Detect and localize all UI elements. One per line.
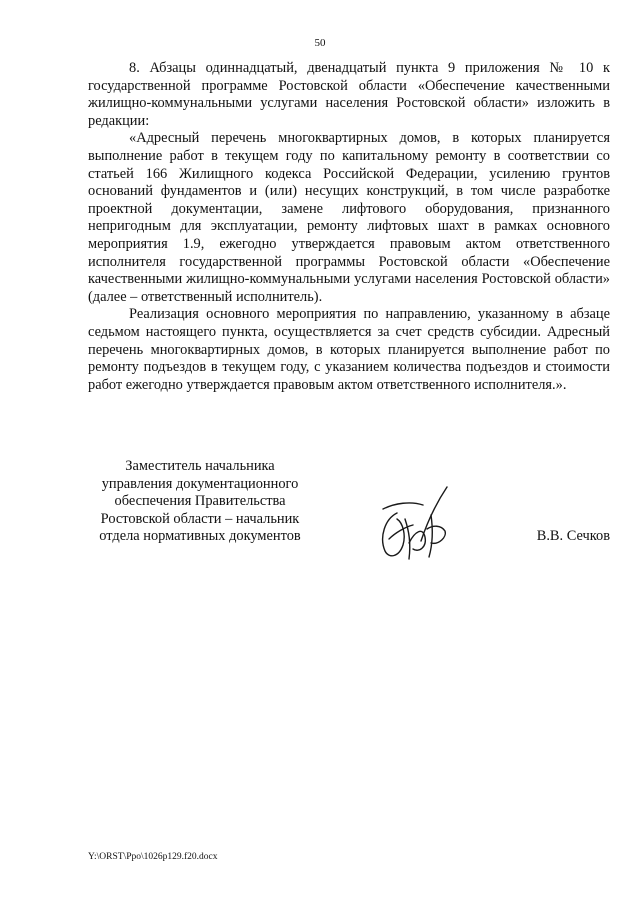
signer-name: В.В. Сечков bbox=[536, 528, 610, 544]
file-path-footer: Y:\ORST\Ppo\1026p129.f20.docx bbox=[88, 852, 218, 862]
page-number: 50 bbox=[314, 37, 326, 49]
paragraph-implementation: Реализация основного мероприятия по направлению, указанному в абзаце седьмом настоящего пункта, осуществляется за счет средств субсидии. Адресный перечень многоквартирных домов, в которых планируется выполнение работ по ремонту подъездов в текущем году, с указанием количества подъездов и стоимости работ ежегодно утверждается правовым актом ответственного исполнителя.». bbox=[88, 306, 610, 393]
signer-title-line: Ростовской области – начальник bbox=[100, 510, 300, 527]
signer-title-line: управления документационного bbox=[101, 475, 299, 492]
paragraph-address-list: «Адресный перечень многоквартирных домов, в которых планируется выполнение работ в текущем году по капитальному ремонту в соответствии со статьей 166 Жилищного кодекса Российской Федерации, усилению грунтов оснований фундаментов и (или) несущих конструкций, в том числе разработке проектной документации, замене лифтового оборудования, признанного непригодным для эксплуатации, ремонту лифтовых шахт в рамках основного мероприятия 1.9, ежегодно утверждается правовым актом ответственного исполнителя государственной программы Ростовской области «Обеспечение качественными жилищно-коммунальными услугами населения Ростовской области» (далее – ответственный исполнитель). bbox=[88, 130, 610, 305]
signature-block bbox=[88, 458, 610, 568]
signer-title-line: обеспечения Правительства bbox=[114, 493, 286, 510]
signer-title bbox=[88, 458, 312, 546]
handwritten-signature bbox=[375, 479, 455, 567]
paragraph-amendment-8: 8. Абзацы одиннадцатый, двенадцатый пункта 9 приложения № 10 к государственной программе Ростовской области «Обеспечение качественными жилищно-коммунальными услугами населения Ростовской области» изложить в редакции: bbox=[88, 60, 610, 129]
signer-title-line: отдела нормативных документов bbox=[99, 528, 301, 545]
document-body bbox=[88, 60, 610, 394]
signer-title-line: Заместитель начальника bbox=[125, 458, 275, 474]
